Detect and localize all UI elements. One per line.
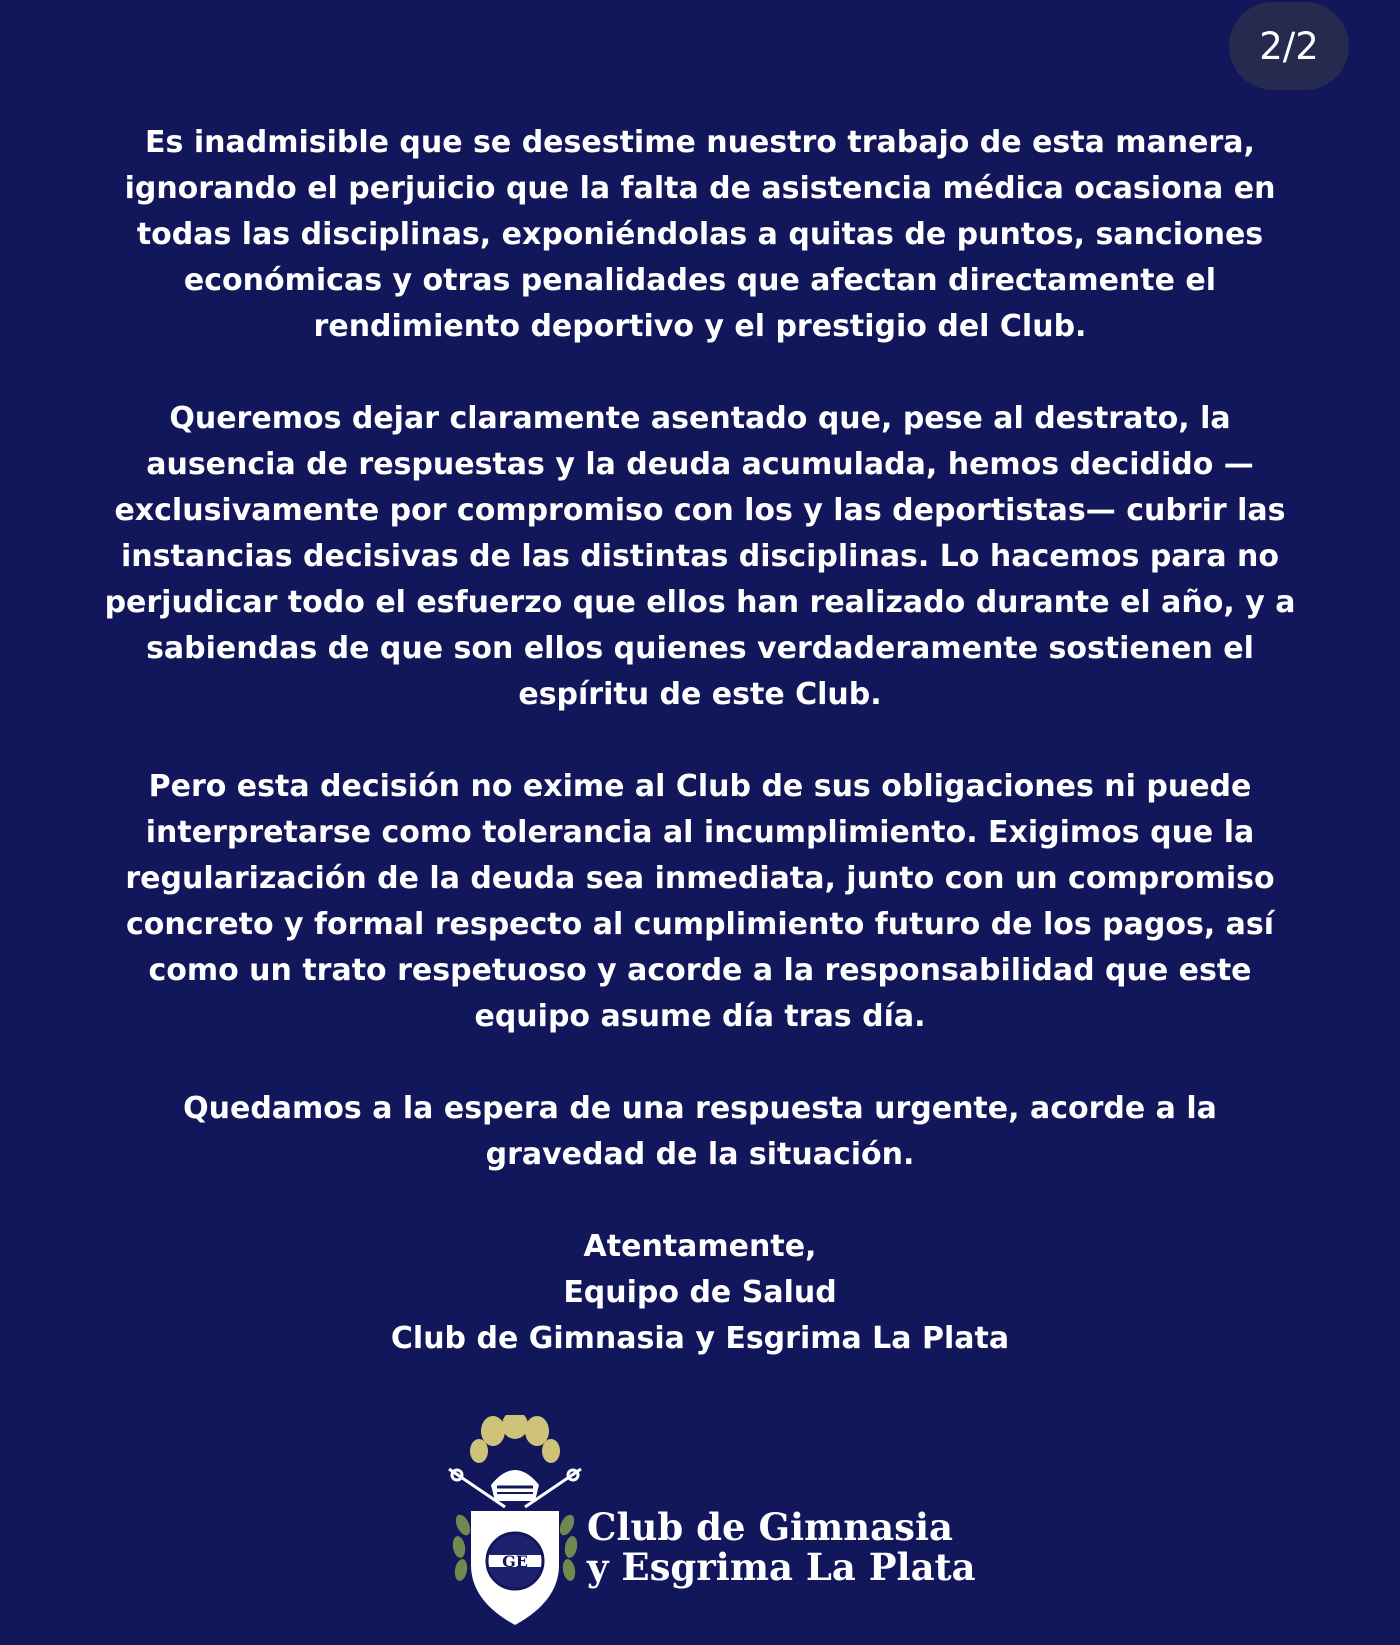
wordmark-line-1: Club de Gimnasia — [587, 1505, 953, 1549]
wordmark-line-2: y Esgrima La Plata — [587, 1545, 976, 1589]
letter-paragraph-1: Es inadmisible que se desestime nuestro trabajo de esta manera, ignorando el perjuicio que la falta de asistencia médica ocasiona en todas las disciplinas, exponiéndolas a quitas de puntos, sanciones económicas y otras penalidades que afectan directamente el rendimiento deportivo y el prestigio del Club. — [124, 125, 1276, 344]
letter-paragraph-2: Queremos dejar claramente asentado que, pese al destrato, la ausencia de respuestas y la deuda acumulada, hemos decidido —exclusivamente por compromiso con los y las deportistas— cubrir las instancias decisivas de las distintas disciplinas. Lo hacemos para no perjudicar todo el esfuerzo que ellos han realizado durante el año, y a sabiendas de que son ellos quienes verdaderamente sostienen el espíritu de este Club. — [104, 401, 1296, 712]
club-logo — [445, 1415, 976, 1630]
svg-text:GE: GE — [502, 1552, 528, 1571]
signature-club: Club de Gimnasia y Esgrima La Plata — [390, 1321, 1010, 1356]
closing-text: Atentamente, — [583, 1229, 817, 1264]
page-counter: 2/2 — [1229, 2, 1349, 90]
letter-signoff — [100, 1224, 1300, 1362]
club-wordmark — [587, 1507, 976, 1587]
letter-body — [100, 120, 1300, 1362]
letter-paragraph-3: Pero esta decisión no exime al Club de sus obligaciones ni puede interpretarse como tolerancia al incumplimiento. Exigimos que la regularización de la deuda sea inmediata, junto con un compromiso concreto y formal respecto al cumplimiento futuro de los pagos, así como un trato respetuoso y acorde a la responsabilidad que este equipo asume día tras día. — [125, 769, 1275, 1034]
club-crest-icon — [445, 1415, 585, 1630]
signature-team: Equipo de Salud — [563, 1275, 837, 1310]
letter-paragraph-4: Quedamos a la espera de una respuesta urgente, acorde a la gravedad de la situación. — [183, 1091, 1217, 1172]
